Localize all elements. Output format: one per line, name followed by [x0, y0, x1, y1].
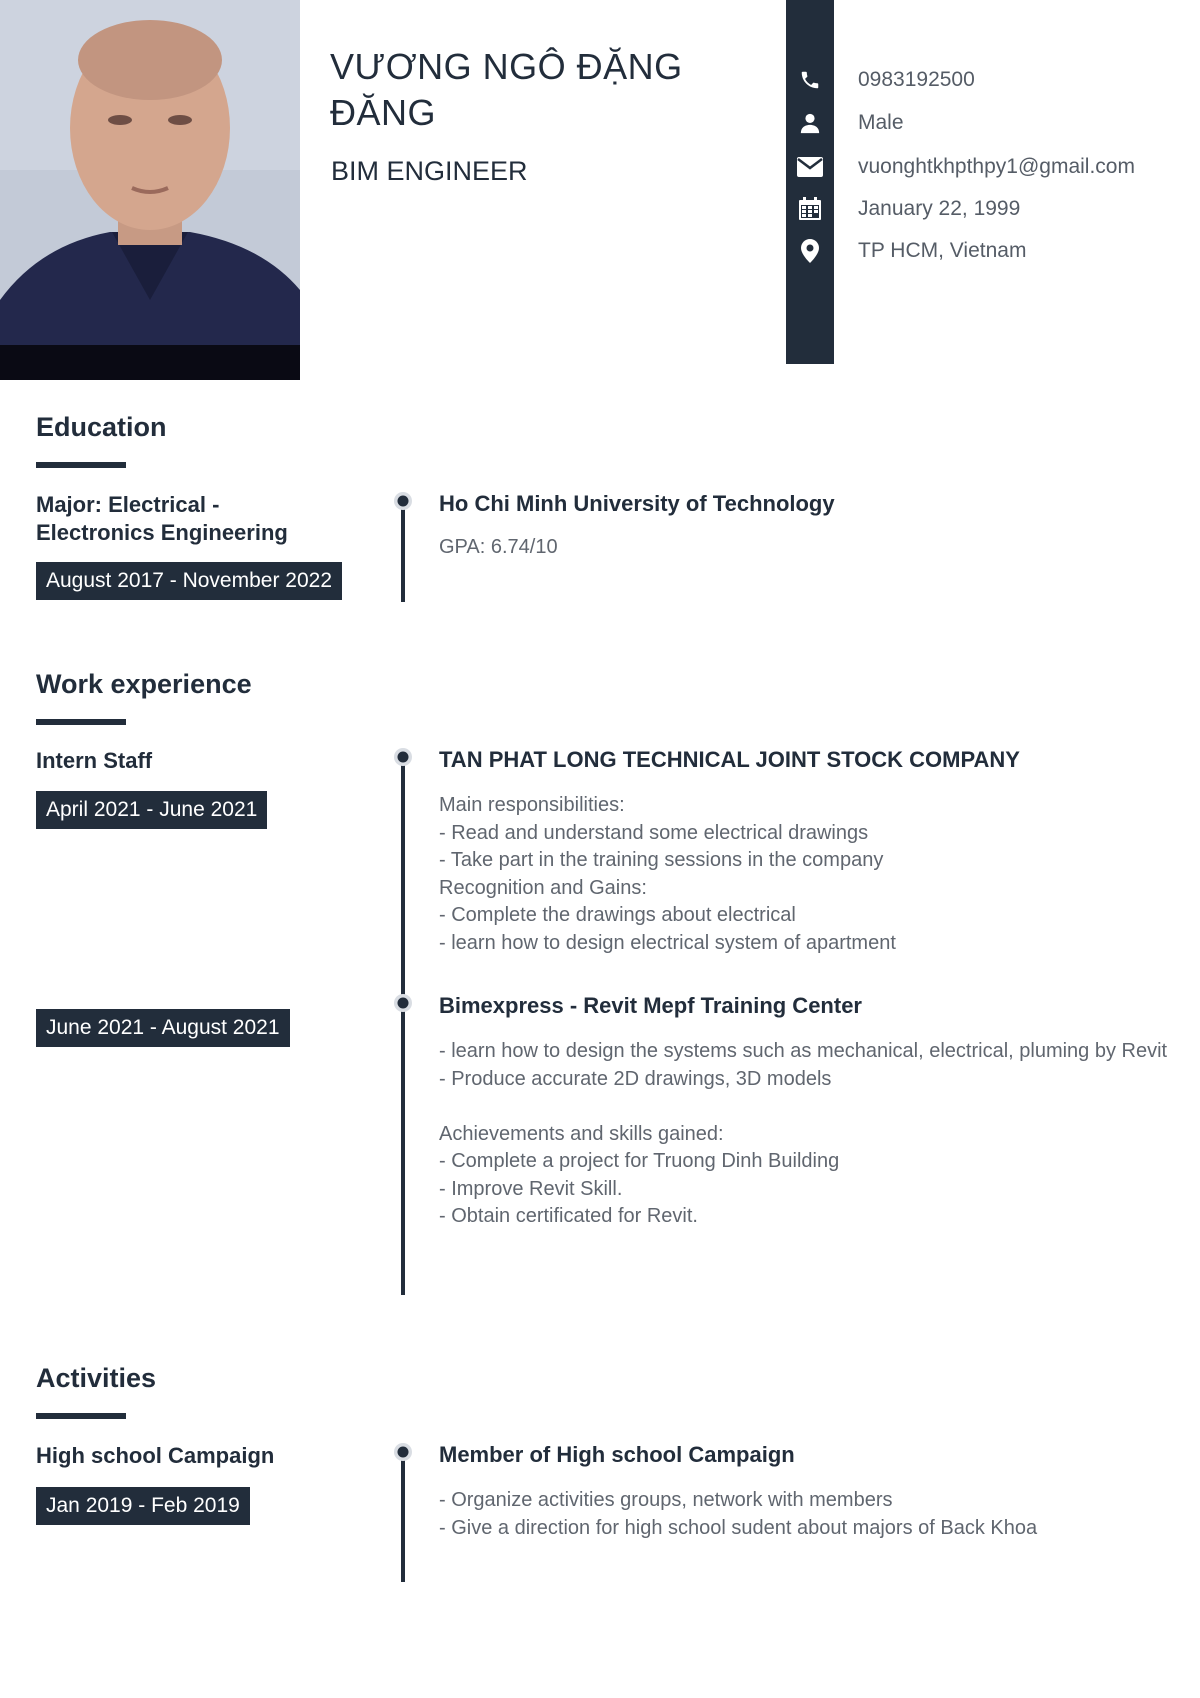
- work-1-line: Recognition and Gains:: [439, 876, 647, 899]
- contact-gender: [786, 108, 904, 138]
- user-icon: [786, 112, 834, 134]
- work-1-details: [439, 792, 1179, 957]
- work-1-position: Intern Staff: [36, 748, 153, 773]
- contact-phone-value[interactable]: 0983192500: [858, 68, 975, 91]
- profile-photo: [0, 0, 300, 380]
- timeline-dot-icon: [393, 491, 413, 511]
- work-2-line: - Improve Revit Skill.: [439, 1177, 623, 1200]
- contact-gender-value: Male: [858, 111, 904, 134]
- work-timeline-line: [401, 757, 405, 1295]
- work-2-line: [439, 1093, 1179, 1121]
- education-date-badge: August 2017 - November 2022: [36, 562, 342, 600]
- activity-role: Member of High school Campaign: [439, 1442, 795, 1467]
- timeline-dot-icon: [393, 993, 413, 1013]
- candidate-name: VƯƠNG NGÔ ĐẶNG ĐĂNG: [330, 46, 683, 133]
- activities-heading: Activities: [36, 1363, 157, 1393]
- job-title: BIM ENGINEER: [331, 156, 528, 186]
- education-heading-underline: [36, 462, 126, 468]
- work-2-company: Bimexpress - Revit Mepf Training Center: [439, 993, 862, 1018]
- work-2-line: - Obtain certificated for Revit.: [439, 1205, 698, 1227]
- contact-location-value: TP HCM, Vietnam: [858, 239, 1027, 262]
- contact-birthday-value: January 22, 1999: [858, 197, 1021, 220]
- map-marker-icon: [786, 239, 834, 263]
- work-2-line: - Produce accurate 2D drawings, 3D models: [439, 1067, 832, 1090]
- work-1-line: - Read and understand some electrical drawings: [439, 821, 869, 844]
- education-detail-line: GPA: 6.74/10: [439, 536, 558, 558]
- activity-title: High school Campaign: [36, 1443, 275, 1468]
- contact-phone: [786, 65, 975, 95]
- activity-date-badge: Jan 2019 - Feb 2019: [36, 1487, 250, 1525]
- work-heading: Work experience: [36, 669, 252, 699]
- work-2-date-badge: June 2021 - August 2021: [36, 1009, 290, 1047]
- contact-location: [786, 236, 1027, 266]
- activities-timeline-line: [401, 1452, 405, 1582]
- activity-line: - Organize activities groups, network with members: [439, 1489, 893, 1511]
- education-school: Ho Chi Minh University of Technology: [439, 491, 835, 516]
- contact-birthday: [786, 194, 1021, 224]
- work-1-line: - learn how to design electrical system of apartment: [439, 931, 896, 954]
- contact-email: [786, 152, 1135, 182]
- work-2-line: - learn how to design the systems such as mechanical, electrical, pluming by Revit: [439, 1040, 1168, 1062]
- education-details: [439, 534, 1179, 562]
- work-1-line: Main responsibilities:: [439, 794, 625, 816]
- work-1-line: - Complete the drawings about electrical: [439, 904, 796, 926]
- work-1-line: - Take part in the training sessions in the company: [439, 849, 884, 871]
- education-heading: Education: [36, 412, 167, 442]
- contact-email-value[interactable]: vuonghtkhpthpy1@gmail.com: [858, 155, 1135, 178]
- work-2-line: Achievements and skills gained:: [439, 1122, 724, 1145]
- phone-icon: [786, 69, 834, 91]
- timeline-dot-icon: [393, 747, 413, 767]
- activity-details: [439, 1487, 1179, 1542]
- envelope-icon: [786, 157, 834, 177]
- activities-heading-underline: [36, 1413, 126, 1419]
- work-1-company: TAN PHAT LONG TECHNICAL JOINT STOCK COMPANY: [439, 747, 1020, 772]
- education-timeline-line: [401, 500, 405, 602]
- education-major: Major: Electrical - Electronics Engineering: [36, 492, 288, 545]
- calendar-icon: [786, 197, 834, 221]
- work-2-line: - Complete a project for Truong Dinh Building: [439, 1150, 840, 1172]
- activity-line: - Give a direction for high school sudent about majors of Back Khoa: [439, 1516, 1038, 1539]
- work-2-details: [439, 1038, 1179, 1231]
- timeline-dot-icon: [393, 1442, 413, 1462]
- contact-sidebar: [786, 0, 834, 364]
- work-heading-underline: [36, 719, 126, 725]
- work-1-date-badge: April 2021 - June 2021: [36, 791, 267, 829]
